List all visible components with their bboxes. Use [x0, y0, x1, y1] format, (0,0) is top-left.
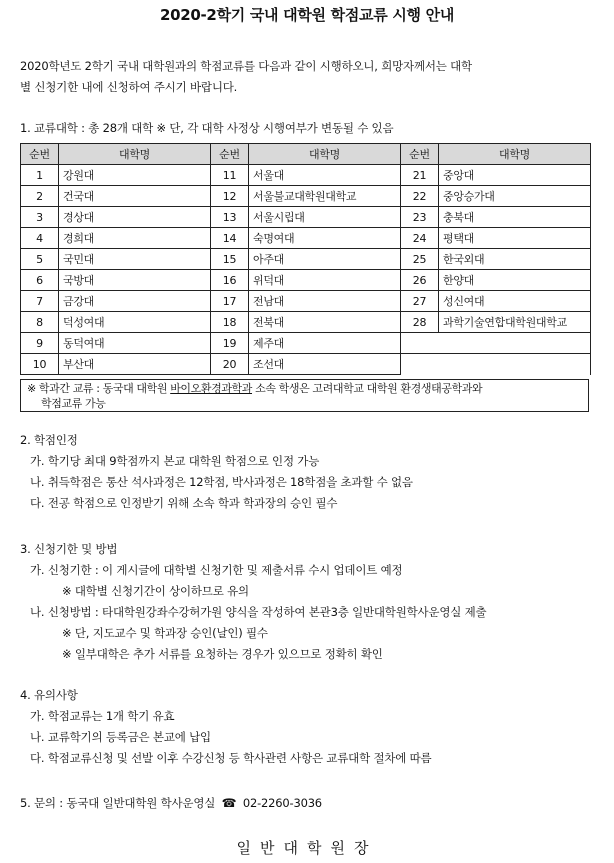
- list-item: 가. 학점교류는 1개 학기 유효: [30, 709, 175, 723]
- section-3-heading: 3. 신청기한 및 방법: [20, 542, 118, 556]
- university-number: 25: [401, 249, 439, 270]
- university-name: 중앙대: [439, 165, 591, 186]
- list-item: 다. 학점교류신청 및 선발 이후 수강신청 등 학사관련 사항은 교류대학 절차에 따름: [30, 751, 432, 765]
- university-name: 경상대: [59, 207, 211, 228]
- university-number: 12: [211, 186, 249, 207]
- university-name: 경희대: [59, 228, 211, 249]
- university-number: 17: [211, 291, 249, 312]
- university-name: 한국외대: [439, 249, 591, 270]
- section-2-heading: 2. 학점인정: [20, 433, 78, 447]
- university-number: 3: [21, 207, 59, 228]
- telephone-icon: ☎: [221, 796, 237, 810]
- section-4: [20, 685, 600, 769]
- university-name: 전남대: [249, 291, 401, 312]
- university-number: 21: [401, 165, 439, 186]
- university-name: 숙명여대: [249, 228, 401, 249]
- university-number: 4: [21, 228, 59, 249]
- university-number: 2: [21, 186, 59, 207]
- university-name: 성신여대: [439, 291, 591, 312]
- intro-line-1: 2020학년도 2학기 국내 대학원과의 학점교류를 다음과 같이 시행하오니, 희망자께서는 대학: [20, 59, 472, 73]
- list-item: 가. 신청기한 : 이 게시글에 대학별 신청기한 및 제출서류 수시 업데이트 예정: [30, 563, 403, 577]
- contact-label: 5. 문의 : 동국대 일반대학원 학사운영실: [20, 796, 216, 810]
- university-name: 강원대: [59, 165, 211, 186]
- section-5-contact: [20, 793, 600, 814]
- university-number: 20: [211, 354, 249, 375]
- intro-paragraph: [20, 56, 598, 98]
- col-header-university: 대학명: [439, 144, 591, 165]
- university-name: 과학기술연합대학원대학교: [439, 312, 591, 333]
- list-item: 나. 신청방법 : 타대학원강좌수강허가원 양식을 작성하여 본관3층 일반대학원학사운영실 제출: [30, 605, 487, 619]
- university-number: 24: [401, 228, 439, 249]
- university-name: 전북대: [249, 312, 401, 333]
- intro-line-2: 별 신청기한 내에 신청하여 주시기 바랍니다.: [20, 80, 238, 94]
- note-prefix: ※ 학과간 교류 : 동국대 대학원: [27, 382, 171, 395]
- empty-cell: [401, 333, 591, 354]
- contact-phone: 02-2260-3036: [242, 796, 322, 810]
- university-number: 23: [401, 207, 439, 228]
- list-item: 나. 교류학기의 등록금은 본교에 납입: [30, 730, 211, 744]
- partner-universities-table: [20, 143, 591, 375]
- note-line-2: 학점교류 가능: [41, 397, 106, 410]
- university-number: 8: [21, 312, 59, 333]
- university-name: 위덕대: [249, 270, 401, 291]
- university-number: 19: [211, 333, 249, 354]
- university-number: 28: [401, 312, 439, 333]
- university-name: 조선대: [249, 354, 401, 375]
- table-row: [21, 186, 591, 207]
- university-name: 부산대: [59, 354, 211, 375]
- university-name: 충북대: [439, 207, 591, 228]
- university-name: 제주대: [249, 333, 401, 354]
- university-name: 서울시립대: [249, 207, 401, 228]
- university-number: 15: [211, 249, 249, 270]
- col-header-university: 대학명: [59, 144, 211, 165]
- table-row: [21, 333, 591, 354]
- university-number: 18: [211, 312, 249, 333]
- university-name: 동덕여대: [59, 333, 211, 354]
- list-item: 다. 전공 학점으로 인정받기 위해 소속 학과 학과장의 승인 필수: [30, 496, 338, 510]
- col-header-number: 순번: [21, 144, 59, 165]
- list-item-note: ※ 단, 지도교수 및 학과장 승인(날인) 필수: [62, 626, 268, 640]
- col-header-university: 대학명: [249, 144, 401, 165]
- university-number: 14: [211, 228, 249, 249]
- list-item-note: ※ 일부대학은 추가 서류를 요청하는 경우가 있으므로 정확히 확인: [62, 647, 383, 661]
- university-number: 9: [21, 333, 59, 354]
- university-number: 5: [21, 249, 59, 270]
- col-header-number: 순번: [211, 144, 249, 165]
- list-item: 나. 취득학점은 통산 석사과정은 12학점, 박사과정은 18학점을 초과할 수 없음: [30, 475, 413, 489]
- university-name: 금강대: [59, 291, 211, 312]
- university-name: 중앙승가대: [439, 186, 591, 207]
- university-number: 7: [21, 291, 59, 312]
- university-name: 국민대: [59, 249, 211, 270]
- note-suffix: 소속 학생은 고려대학교 대학원 환경생태공학과와: [252, 382, 483, 395]
- university-number: 10: [21, 354, 59, 375]
- university-number: 13: [211, 207, 249, 228]
- table-row: [21, 270, 591, 291]
- empty-cell: [401, 354, 591, 375]
- table-row: [21, 207, 591, 228]
- section-1-heading: 1. 교류대학 : 총 28개 대학 ※ 단, 각 대학 사정상 시행여부가 변동될 수 있음: [20, 121, 394, 135]
- table-row: [21, 165, 591, 186]
- table-row: [21, 291, 591, 312]
- university-number: 11: [211, 165, 249, 186]
- university-name: 한양대: [439, 270, 591, 291]
- university-number: 26: [401, 270, 439, 291]
- table-header-row: [21, 144, 591, 165]
- university-name: 평택대: [439, 228, 591, 249]
- list-item-note: ※ 대학별 신청기간이 상이하므로 유의: [62, 584, 249, 598]
- university-name: 국방대: [59, 270, 211, 291]
- university-number: 16: [211, 270, 249, 291]
- table-row: [21, 249, 591, 270]
- section-4-heading: 4. 유의사항: [20, 688, 78, 702]
- university-name: 덕성여대: [59, 312, 211, 333]
- university-number: 22: [401, 186, 439, 207]
- note-underlined-department: 바이오환경과학과: [170, 382, 253, 395]
- university-name: 서울불교대학원대학교: [249, 186, 401, 207]
- list-item: 가. 학기당 최대 9학점까지 본교 대학원 학점으로 인정 가능: [30, 454, 320, 468]
- section-3: [20, 539, 600, 665]
- table-row: [21, 312, 591, 333]
- col-header-number: 순번: [401, 144, 439, 165]
- university-number: 1: [21, 165, 59, 186]
- university-number: 27: [401, 291, 439, 312]
- department-exchange-note: [20, 379, 589, 412]
- university-name: 건국대: [59, 186, 211, 207]
- section-2: [20, 430, 600, 514]
- page-title: 2020-2학기 국내 대학원 학점교류 시행 안내: [159, 6, 455, 24]
- university-name: 서울대: [249, 165, 401, 186]
- issuer-signature: 일반대학원장: [236, 839, 378, 857]
- university-number: 6: [21, 270, 59, 291]
- table-row: [21, 228, 591, 249]
- university-name: 아주대: [249, 249, 401, 270]
- table-row: [21, 354, 591, 375]
